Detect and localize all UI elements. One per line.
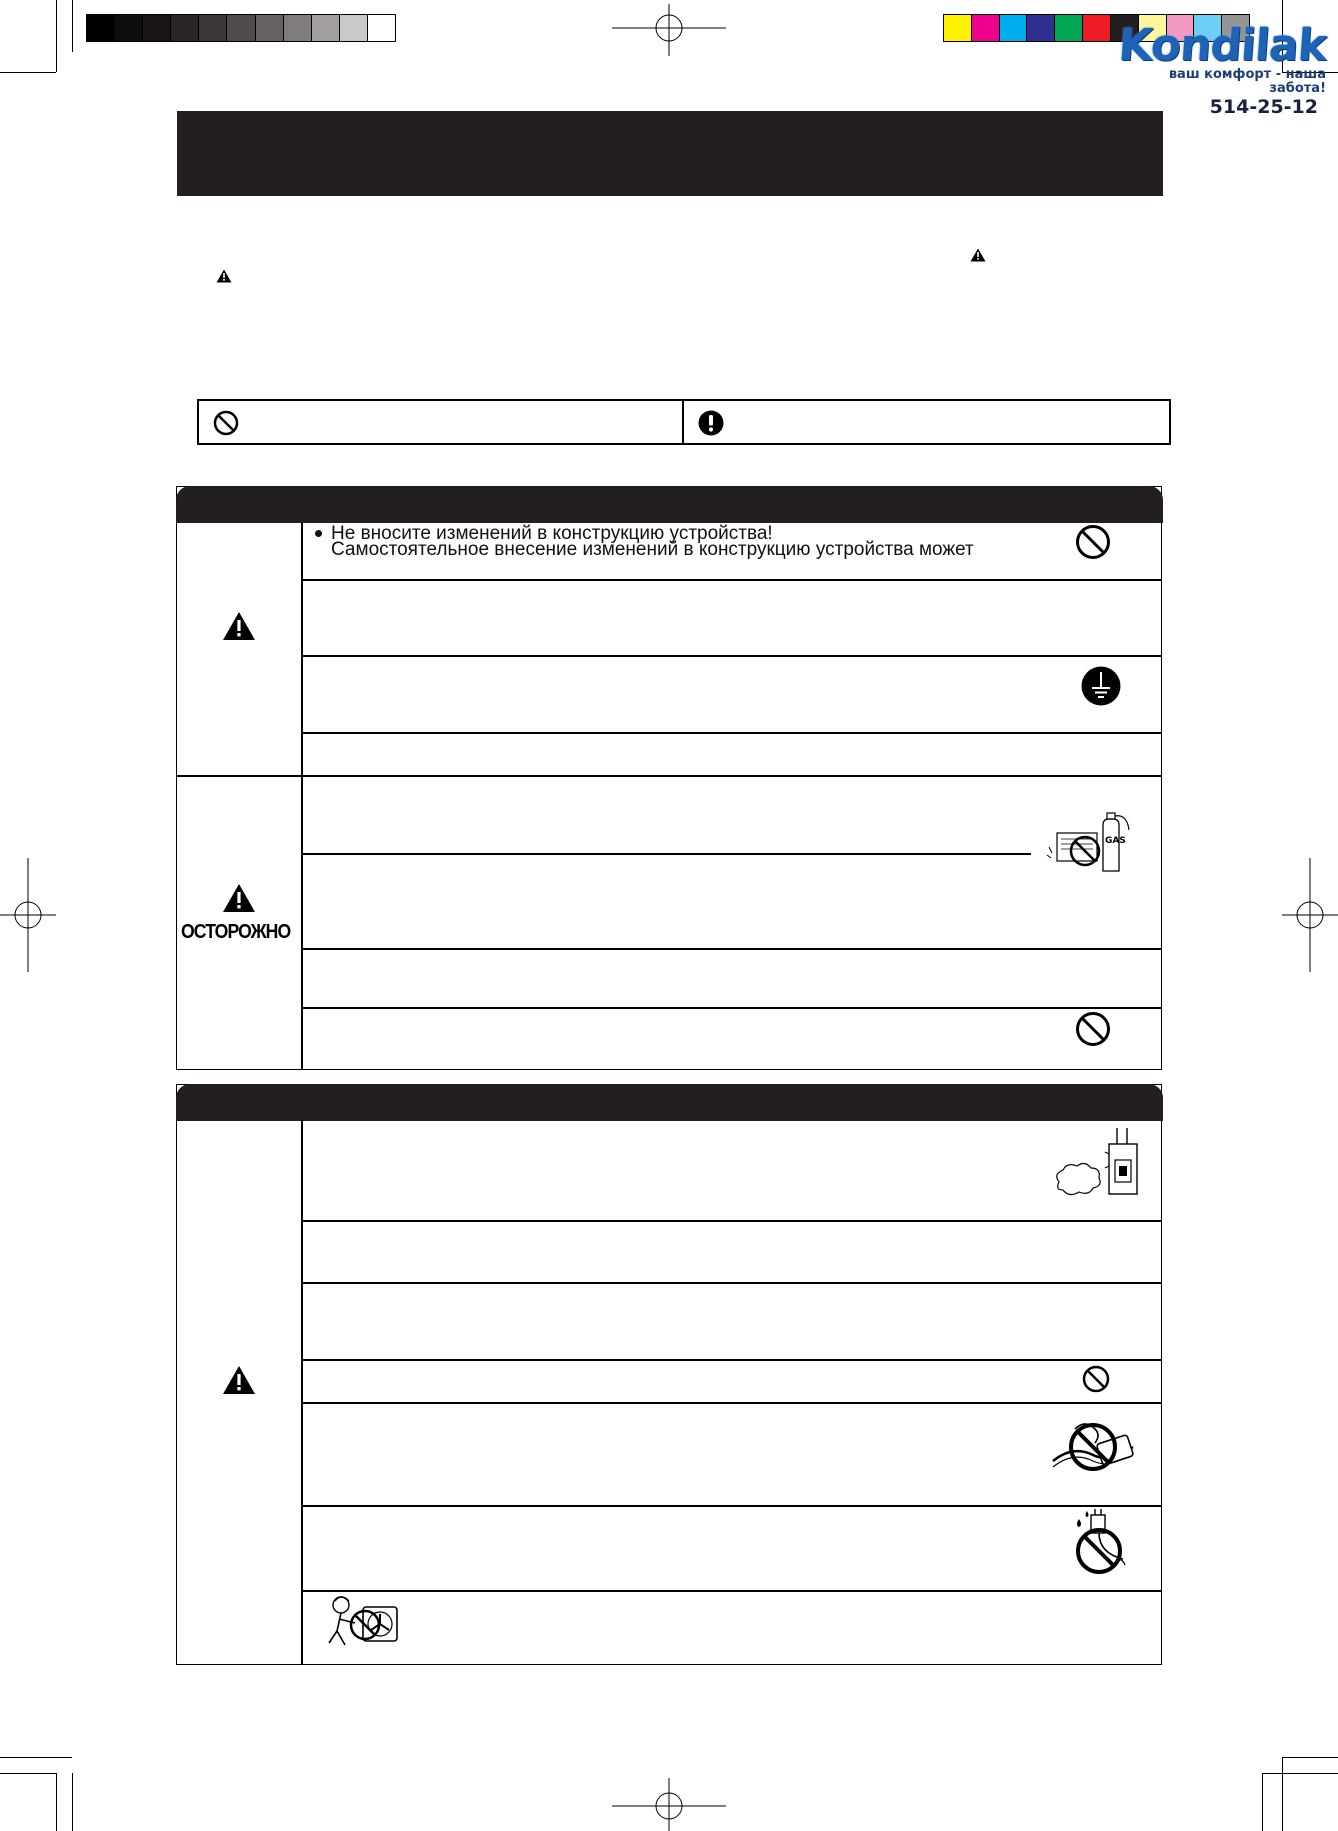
kondilak-logo [1110,20,1328,118]
warning-section-2 [176,1084,1162,1665]
title-band [177,111,1163,196]
row-1-line-1: Не вносите изменений в конструкцию устройства! [331,523,773,544]
warning-section-1 [176,486,1162,1070]
gray-swatch [171,15,199,41]
gray-swatch [312,15,340,41]
legend-mandatory [684,401,1169,443]
section-2-header-band [176,1084,1163,1121]
registration-target-left [0,858,56,972]
prohibited-circle-icon [1082,1365,1110,1393]
color-swatch [972,15,1000,41]
row-1-line-2: Самостоятельное внесение изменений в конструкцию устройства может [331,539,974,560]
registration-target-bottom [612,1778,726,1831]
logo-phone: 514-25-12 [1209,96,1318,118]
registration-target-right [1282,858,1338,972]
mandatory-exclamation-icon [698,410,724,436]
gray-swatch [143,15,171,41]
gray-swatch [115,15,143,41]
registration-target-top [612,4,726,56]
gray-swatch [199,15,227,41]
logo-slogan: ваш комфорт - наша забота! [1168,67,1326,96]
color-swatch [944,15,972,41]
gray-calibration-bar [86,14,396,42]
color-swatch [1000,15,1028,41]
gray-swatch [284,15,312,41]
gray-swatch [256,15,284,41]
section-1-header-band [176,486,1163,523]
gas-cylinder-illustration [1045,811,1135,877]
warning-triangle-icon [970,248,986,262]
gray-swatch [227,15,255,41]
color-swatch [1027,15,1055,41]
color-swatch [1083,15,1111,41]
no-water-illustration [1061,1505,1141,1583]
warning-triangle-icon [222,883,256,913]
prohibited-circle-icon [213,410,239,436]
circuit-breaker-illustration [1049,1122,1149,1212]
color-swatch [1055,15,1083,41]
svg-text:GAS: GAS [1105,836,1126,846]
symbol-legend [197,399,1171,445]
warning-triangle-icon [216,269,232,283]
warning-triangle-icon [222,611,256,641]
caution-label: ОСТОРОЖНО [181,921,291,943]
logo-name: Kondilak [1116,20,1328,71]
gray-swatch [368,15,395,41]
prohibited-circle-icon [1075,1011,1111,1047]
gray-swatch [87,15,115,41]
no-cut-wire-illustration [1045,1407,1141,1487]
grounding-icon [1081,666,1121,706]
gray-swatch [340,15,368,41]
warning-triangle-icon [222,1365,256,1395]
legend-prohibited [199,401,684,443]
bullet [315,530,322,537]
prohibited-circle-icon [1075,524,1111,560]
fan-hazard-illustration [323,1593,403,1657]
